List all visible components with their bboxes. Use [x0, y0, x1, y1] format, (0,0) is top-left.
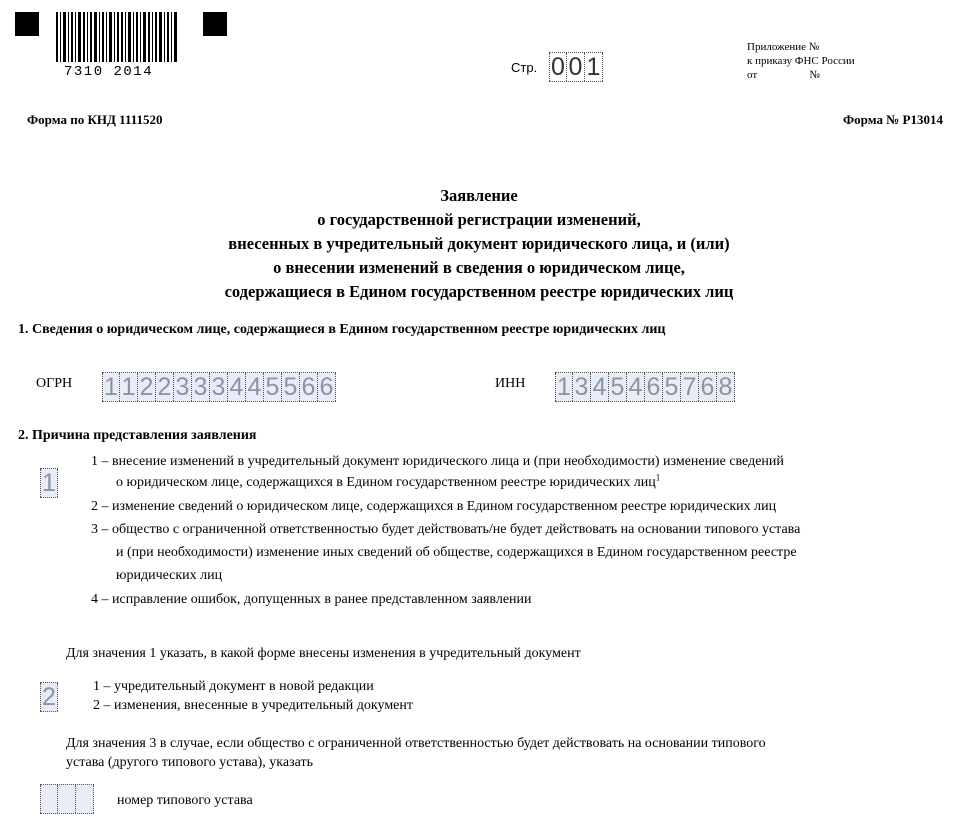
reason-item-3	[91, 518, 800, 542]
inn-digit[interactable]: 6	[699, 373, 717, 401]
reason-item-2	[91, 495, 776, 519]
inn-digit[interactable]: 4	[627, 373, 645, 401]
form-question: Для значения 1 указать, в какой форме внесены изменения в учредительный документ	[66, 646, 581, 661]
inn-digit[interactable]: 1	[555, 373, 573, 401]
title-line: о внесении изменений в сведения о юридическом лице,	[273, 258, 685, 277]
corner-marker-right	[203, 12, 227, 36]
title-line: Заявление	[440, 186, 518, 205]
ogrn-digit[interactable]: 6	[300, 373, 318, 401]
page-digit[interactable]: 1	[585, 53, 603, 81]
barcode	[56, 12, 178, 62]
reason-text: 1 – внесение изменений в учредительный документ юридического лица и (при необходимости) изменение сведений	[91, 454, 784, 469]
ogrn-field[interactable]	[102, 372, 336, 402]
page-digit[interactable]: 0	[567, 53, 585, 81]
reason-text: 3 – общество с ограниченной ответственностью будет действовать/не будет действовать на основании типового устава	[91, 522, 801, 537]
title-line: внесенных в учредительный документ юридического лица, и (или)	[228, 234, 730, 253]
reason-item-3-cont	[116, 541, 797, 565]
appendix-line: от №	[747, 69, 820, 81]
section-2-heading: 2. Причина представления заявления	[18, 428, 257, 443]
appendix-line: Приложение №	[747, 41, 820, 53]
charter-number-field[interactable]	[40, 784, 94, 814]
appendix-line: к приказу ФНС России	[747, 55, 855, 67]
reason-field[interactable]	[40, 468, 58, 498]
charter-digit[interactable]	[58, 785, 76, 813]
ogrn-digit[interactable]: 1	[102, 373, 120, 401]
title-line: содержащиеся в Едином государственном реестре юридических лиц	[224, 282, 734, 301]
page-number-field[interactable]	[549, 52, 603, 82]
ogrn-digit[interactable]: 3	[192, 373, 210, 401]
reason-text: юридических лиц	[116, 568, 223, 583]
charter-question-cont: устава (другого типового устава), указать	[66, 755, 313, 770]
inn-label: ИНН	[495, 376, 526, 391]
charter-digit[interactable]	[76, 785, 94, 813]
ogrn-digit[interactable]: 4	[228, 373, 246, 401]
ogrn-digit[interactable]: 6	[318, 373, 336, 401]
ogrn-digit[interactable]: 2	[156, 373, 174, 401]
charter-digit[interactable]	[40, 785, 58, 813]
ogrn-digit[interactable]: 5	[282, 373, 300, 401]
charter-number-label: номер типового устава	[117, 793, 253, 808]
ogrn-digit[interactable]: 5	[264, 373, 282, 401]
section-1-heading: 1. Сведения о юридическом лице, содержащиеся в Едином государственном реестре юридических лиц	[18, 322, 666, 337]
reason-text: 2 – изменение сведений о юридическом лице, содержащихся в Едином государственном реестре юридических лиц	[91, 499, 777, 514]
page-digit[interactable]: 0	[549, 53, 567, 81]
document-title	[0, 184, 958, 304]
reason-item-4	[91, 588, 532, 612]
inn-field[interactable]	[555, 372, 735, 402]
charter-question: Для значения 3 в случае, если общество с ограниченной ответственностью будет действовать на основании типового	[66, 736, 766, 751]
footnote-ref: 1	[655, 472, 661, 483]
form-type-field[interactable]	[40, 682, 58, 712]
inn-digit[interactable]: 5	[609, 373, 627, 401]
form-option-2: 2 – изменения, внесенные в учредительный документ	[93, 698, 414, 713]
ogrn-digit[interactable]: 3	[174, 373, 192, 401]
reason-text: 4 – исправление ошибок, допущенных в ранее представленном заявлении	[91, 592, 532, 607]
ogrn-digit[interactable]: 1	[120, 373, 138, 401]
form-number: Форма № Р13014	[843, 112, 943, 127]
reason-digit[interactable]: 1	[40, 469, 58, 497]
inn-digit[interactable]: 4	[591, 373, 609, 401]
knd-form-code: Форма по КНД 1111520	[27, 112, 163, 127]
appendix-note	[747, 40, 855, 82]
reason-text: и (при необходимости) изменение иных сведений об обществе, содержащихся в Едином государственном реестре	[116, 545, 797, 560]
inn-digit[interactable]: 7	[681, 373, 699, 401]
page-label: Стр.	[511, 60, 538, 75]
reason-item-1-cont	[116, 471, 660, 495]
barcode-number: 7310 2014	[64, 64, 154, 80]
form-type-digit[interactable]: 2	[40, 683, 58, 711]
form-option-1: 1 – учредительный документ в новой редакции	[93, 679, 374, 694]
inn-digit[interactable]: 6	[645, 373, 663, 401]
ogrn-label: ОГРН	[36, 376, 73, 391]
corner-marker-left	[15, 12, 39, 36]
ogrn-digit[interactable]: 4	[246, 373, 264, 401]
title-line: о государственной регистрации изменений,	[317, 210, 641, 229]
reason-text: о юридическом лице, содержащихся в Едином государственном реестре юридических лиц	[116, 475, 656, 490]
ogrn-digit[interactable]: 2	[138, 373, 156, 401]
inn-digit[interactable]: 5	[663, 373, 681, 401]
ogrn-digit[interactable]: 3	[210, 373, 228, 401]
reason-item-3-cont	[116, 564, 222, 588]
inn-digit[interactable]: 8	[717, 373, 735, 401]
inn-digit[interactable]: 3	[573, 373, 591, 401]
